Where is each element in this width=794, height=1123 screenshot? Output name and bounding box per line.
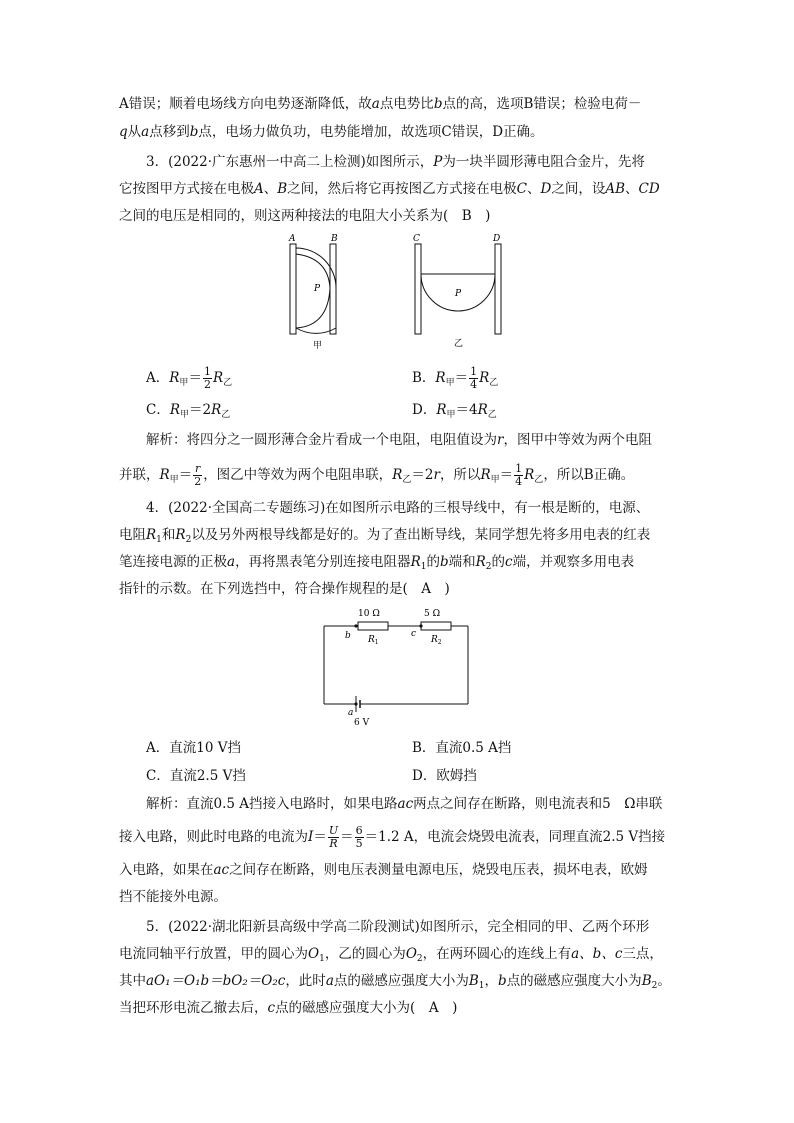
q3-line-2: 它按图甲方式接在电极A、B之间，然后将它再按图乙方式接在电极C、D之间，设AB、CD — [119, 181, 660, 197]
fig-label-P-yi: P — [455, 289, 462, 299]
q3-analysis-1: 解析：将四分之一圆形薄合金片看成一个电阻，电阻值设为r，图甲中等效为两个电阻 — [146, 432, 652, 448]
electrode-d — [495, 244, 501, 334]
figure-jia — [280, 232, 360, 352]
node-label-b: b — [345, 631, 351, 641]
fig-caption-yi: 乙 — [454, 339, 464, 349]
q3-analysis-2: 并联，$R_甲=$ $\frac{r}{2}$ ，图乙中等效为两个电阻串联，$R_乙=2r$，所以$R_甲=$ $\frac{1}{4}$ $R_乙$，所以B正确。 — [119, 462, 635, 488]
r1-symbol: $R_1$ — [368, 635, 379, 646]
electrode-a — [290, 244, 296, 334]
fig-label-C: C — [413, 234, 420, 244]
q4-analysis-2: 接入电路，则此时电路的电流为I＝ $\frac{U}{R}$ ＝ $\frac{6}{5}$ ＝1.2 A，电流会烧毁电流表，同理直流2.5 V挡接 — [119, 824, 666, 850]
electrode-b — [330, 244, 336, 334]
intro-line-2: q从a点移到b点，电场力做负功，电势能增加，故选项C错误，D正确。 — [119, 124, 544, 140]
resistor-r2 — [421, 622, 451, 630]
q4-line-4: 指针的示数。在下列选挡中，符合操作规程的是( A ) — [119, 581, 450, 597]
semicircle-outline — [296, 254, 330, 328]
q3-line-1: 3．(2022·广东惠州一中高二上检测)如图所示，P为一块半圆形薄电阻合金片，先将 — [146, 154, 645, 170]
node-a — [354, 702, 357, 705]
electrode-c — [415, 244, 421, 334]
q4-analysis-1: 解析：直流0.5 A挡接入电路时，如果电路ac两点之间存在断路，则电流表和5 Ω串联 — [146, 796, 663, 812]
q4-option-c: C．直流2.5 V挡 — [146, 768, 246, 784]
q5-line-3: 其中aO₁＝O₁b＝bO₂＝O₂c，此时a点的磁感应强度大小为$B_1$，b点的磁感应强度大小为$B_2$。 — [119, 973, 671, 991]
q3-option-a: A．$R_甲=$ $\frac{1}{2}$ $R_乙$ — [146, 365, 233, 391]
q5-line-2: 电流同轴平行放置，甲的圆心为$O_1$，乙的圆心为$O_2$，在两环圆心的连线上有a、b、c三点， — [119, 946, 663, 964]
q4-analysis-4: 挡不能接外电源。 — [119, 889, 227, 905]
q3-option-b: B．$R_甲=$ $\frac{1}{4}$ $R_乙$ — [412, 365, 499, 391]
q4-line-1: 4．(2022·全国高二专题练习)在如图所示电路的三根导线中，有一根是断的，电源、 — [146, 500, 650, 516]
node-label-a: a — [348, 708, 354, 718]
r1-value-label: 10 Ω — [358, 609, 380, 619]
r2-value-label: 5 Ω — [424, 609, 441, 619]
node-b — [354, 624, 357, 627]
q4-option-a: A．直流10 V挡 — [146, 740, 241, 756]
q4-line-2: 电阻$R_1$和$R_2$以及另外两根导线都是好的。为了查出断导线，某同学想先将多用电表的红表 — [119, 527, 651, 545]
node-c — [419, 624, 422, 627]
q4-line-3: 笔连接电源的正极a，再将黑表笔分别连接电阻器$R_1$的b端和$R_2$的c端，并观察多用电表 — [119, 554, 635, 572]
q4-analysis-3: 入电路，如果在ac之间存在断路，则电压表测量电源电压，烧毁电压表，损坏电表，欧姆 — [119, 862, 648, 878]
intro-line-1: A错误；顺着电场线方向电势逐渐降低，故a点电势比b点的高，选项B错误；检验电荷－ — [119, 96, 642, 112]
fig-label-B: B — [331, 234, 338, 244]
resistor-r1 — [358, 622, 388, 630]
q3-option-c: C．$R_甲=2R_乙$ — [146, 402, 231, 420]
r2-symbol: $R_2$ — [431, 635, 442, 646]
fig-caption-jia: 甲 — [313, 341, 323, 351]
fig-label-D: D — [493, 234, 501, 244]
q4-option-d: D．欧姆挡 — [412, 768, 477, 784]
circuit-diagram — [318, 604, 488, 728]
battery-voltage-label: 6 V — [354, 718, 370, 728]
q5-line-1: 5．(2022·湖北阳新县高级中学高二阶段测试)如图所示，完全相同的甲、乙两个环形 — [146, 919, 650, 935]
q3-option-d: D．$R_甲=4R_乙$ — [412, 402, 497, 420]
fig-label-P-jia: P — [314, 284, 321, 294]
q3-line-3: 之间的电压是相同的，则这两种接法的电阻大小关系为( B ) — [119, 208, 491, 224]
fig-label-A: A — [289, 234, 296, 244]
q5-line-4: 当把环形电流乙撤去后，c点的磁感应强度大小为( A ) — [119, 1000, 458, 1016]
node-label-c: c — [411, 629, 417, 639]
q4-option-b: B．直流0.5 A挡 — [412, 740, 512, 756]
figure-yi — [405, 232, 515, 352]
